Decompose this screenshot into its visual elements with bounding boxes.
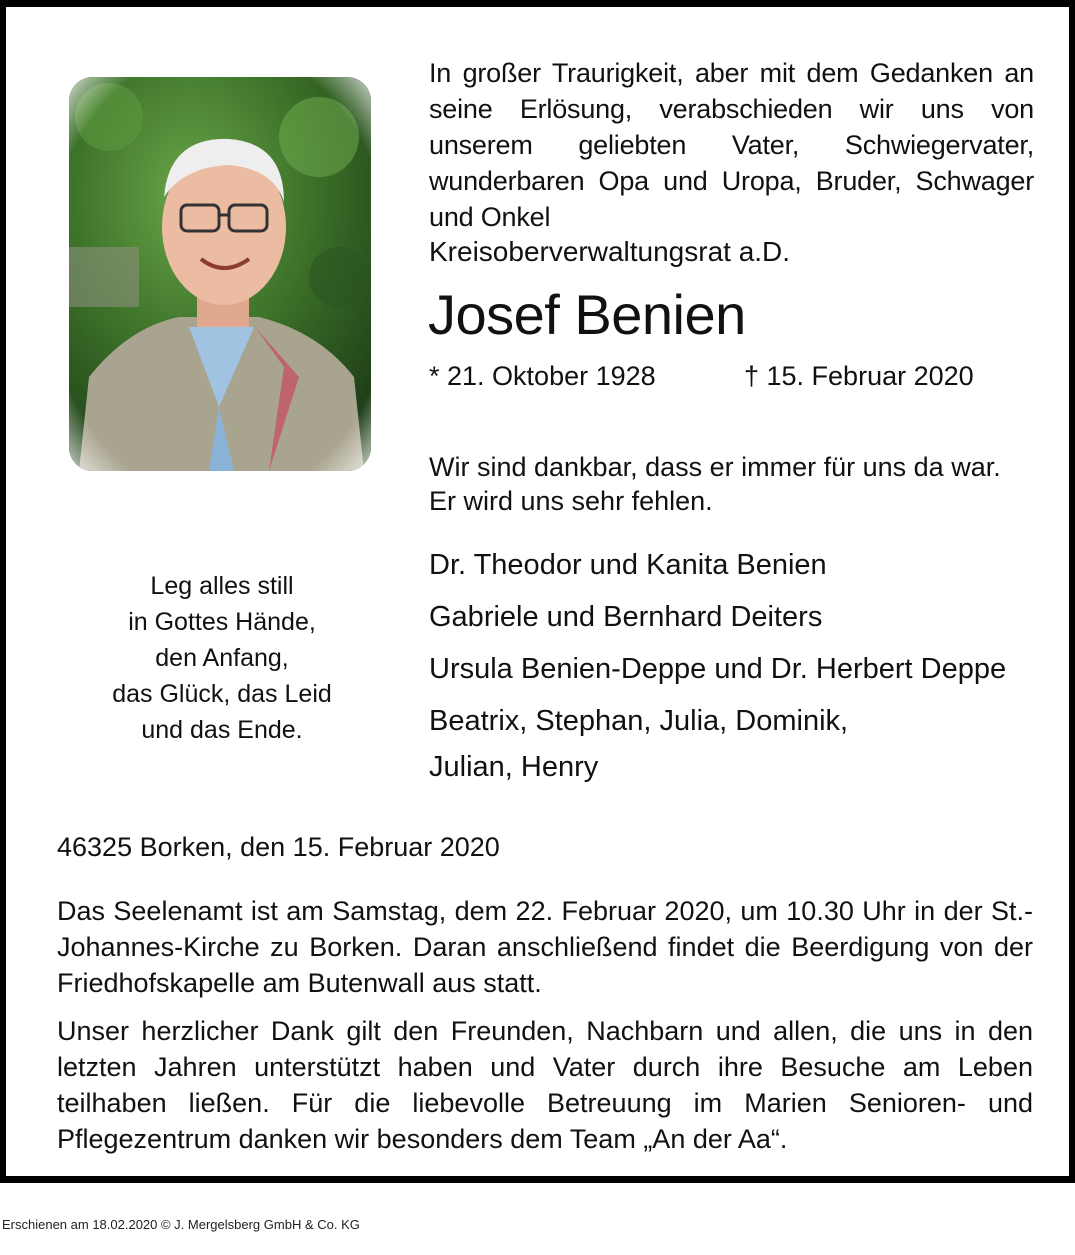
verse-line: und das Ende. [141, 716, 303, 744]
thanks-line: Er wird uns sehr fehlen. [429, 486, 713, 516]
intro-paragraph: In großer Traurigkeit, aber mit dem Gedanken an seine Erlösung, verabschieden wir uns von unserem geliebten Vater, Schwiegervater, wunderbaren Opa und Uropa, Bruder, Schwager und Onkel [429, 58, 1034, 232]
publication-footer: Erschienen am 18.02.2020 © J. Mergelsberg GmbH & Co. KG [2, 1217, 360, 1232]
verse-line: in Gottes Hände, [128, 608, 316, 636]
verse-line: das Glück, das Leid [112, 680, 332, 708]
death-date: † 15. Februar 2020 [744, 361, 974, 391]
verse-poem [72, 568, 372, 748]
thanks-line: Wir sind dankbar, dass er immer für uns da war. [429, 452, 1001, 482]
mourners-list [429, 539, 1006, 787]
professional-title: Kreisoberverwaltungsrat a.D. [429, 236, 791, 267]
gratitude-paragraph: Unser herzlicher Dank gilt den Freunden, Nachbarn und allen, die uns in den letzten Jahren unterstützt haben und Vater durch ihre Besuche am Leben teilhaben ließen. Für die liebevolle Betreuung im Marien Senioren- und Pflegezentrum danken wir besonders dem Team „An der Aa“. [57, 1016, 1033, 1154]
verse-line: Leg alles still [150, 572, 294, 600]
mourner-line: Julian, Henry [429, 751, 599, 783]
mourner-line: Beatrix, Stephan, Julia, Dominik, [429, 705, 849, 737]
birth-date: * 21. Oktober 1928 [429, 361, 656, 391]
verse-line: den Anfang, [155, 644, 289, 672]
mourner-line: Gabriele und Bernhard Deiters [429, 601, 823, 633]
mourner-line: Ursula Benien-Deppe und Dr. Herbert Deppe [429, 653, 1007, 685]
place-date: 46325 Borken, den 15. Februar 2020 [57, 832, 500, 862]
mourner-line: Dr. Theodor und Kanita Benien [429, 549, 827, 581]
deceased-name: Josef Benien [428, 283, 746, 346]
service-info-paragraph: Das Seelenamt ist am Samstag, dem 22. Februar 2020, um 10.30 Uhr in der St.-Johannes-Kirche zu Borken. Daran anschließend findet die Beerdigung von der Friedhofskapelle am Butenwall aus statt. [57, 896, 1033, 998]
thanks-lines [429, 450, 1001, 518]
portrait-illustration [69, 77, 371, 471]
portrait-photo [69, 77, 371, 471]
